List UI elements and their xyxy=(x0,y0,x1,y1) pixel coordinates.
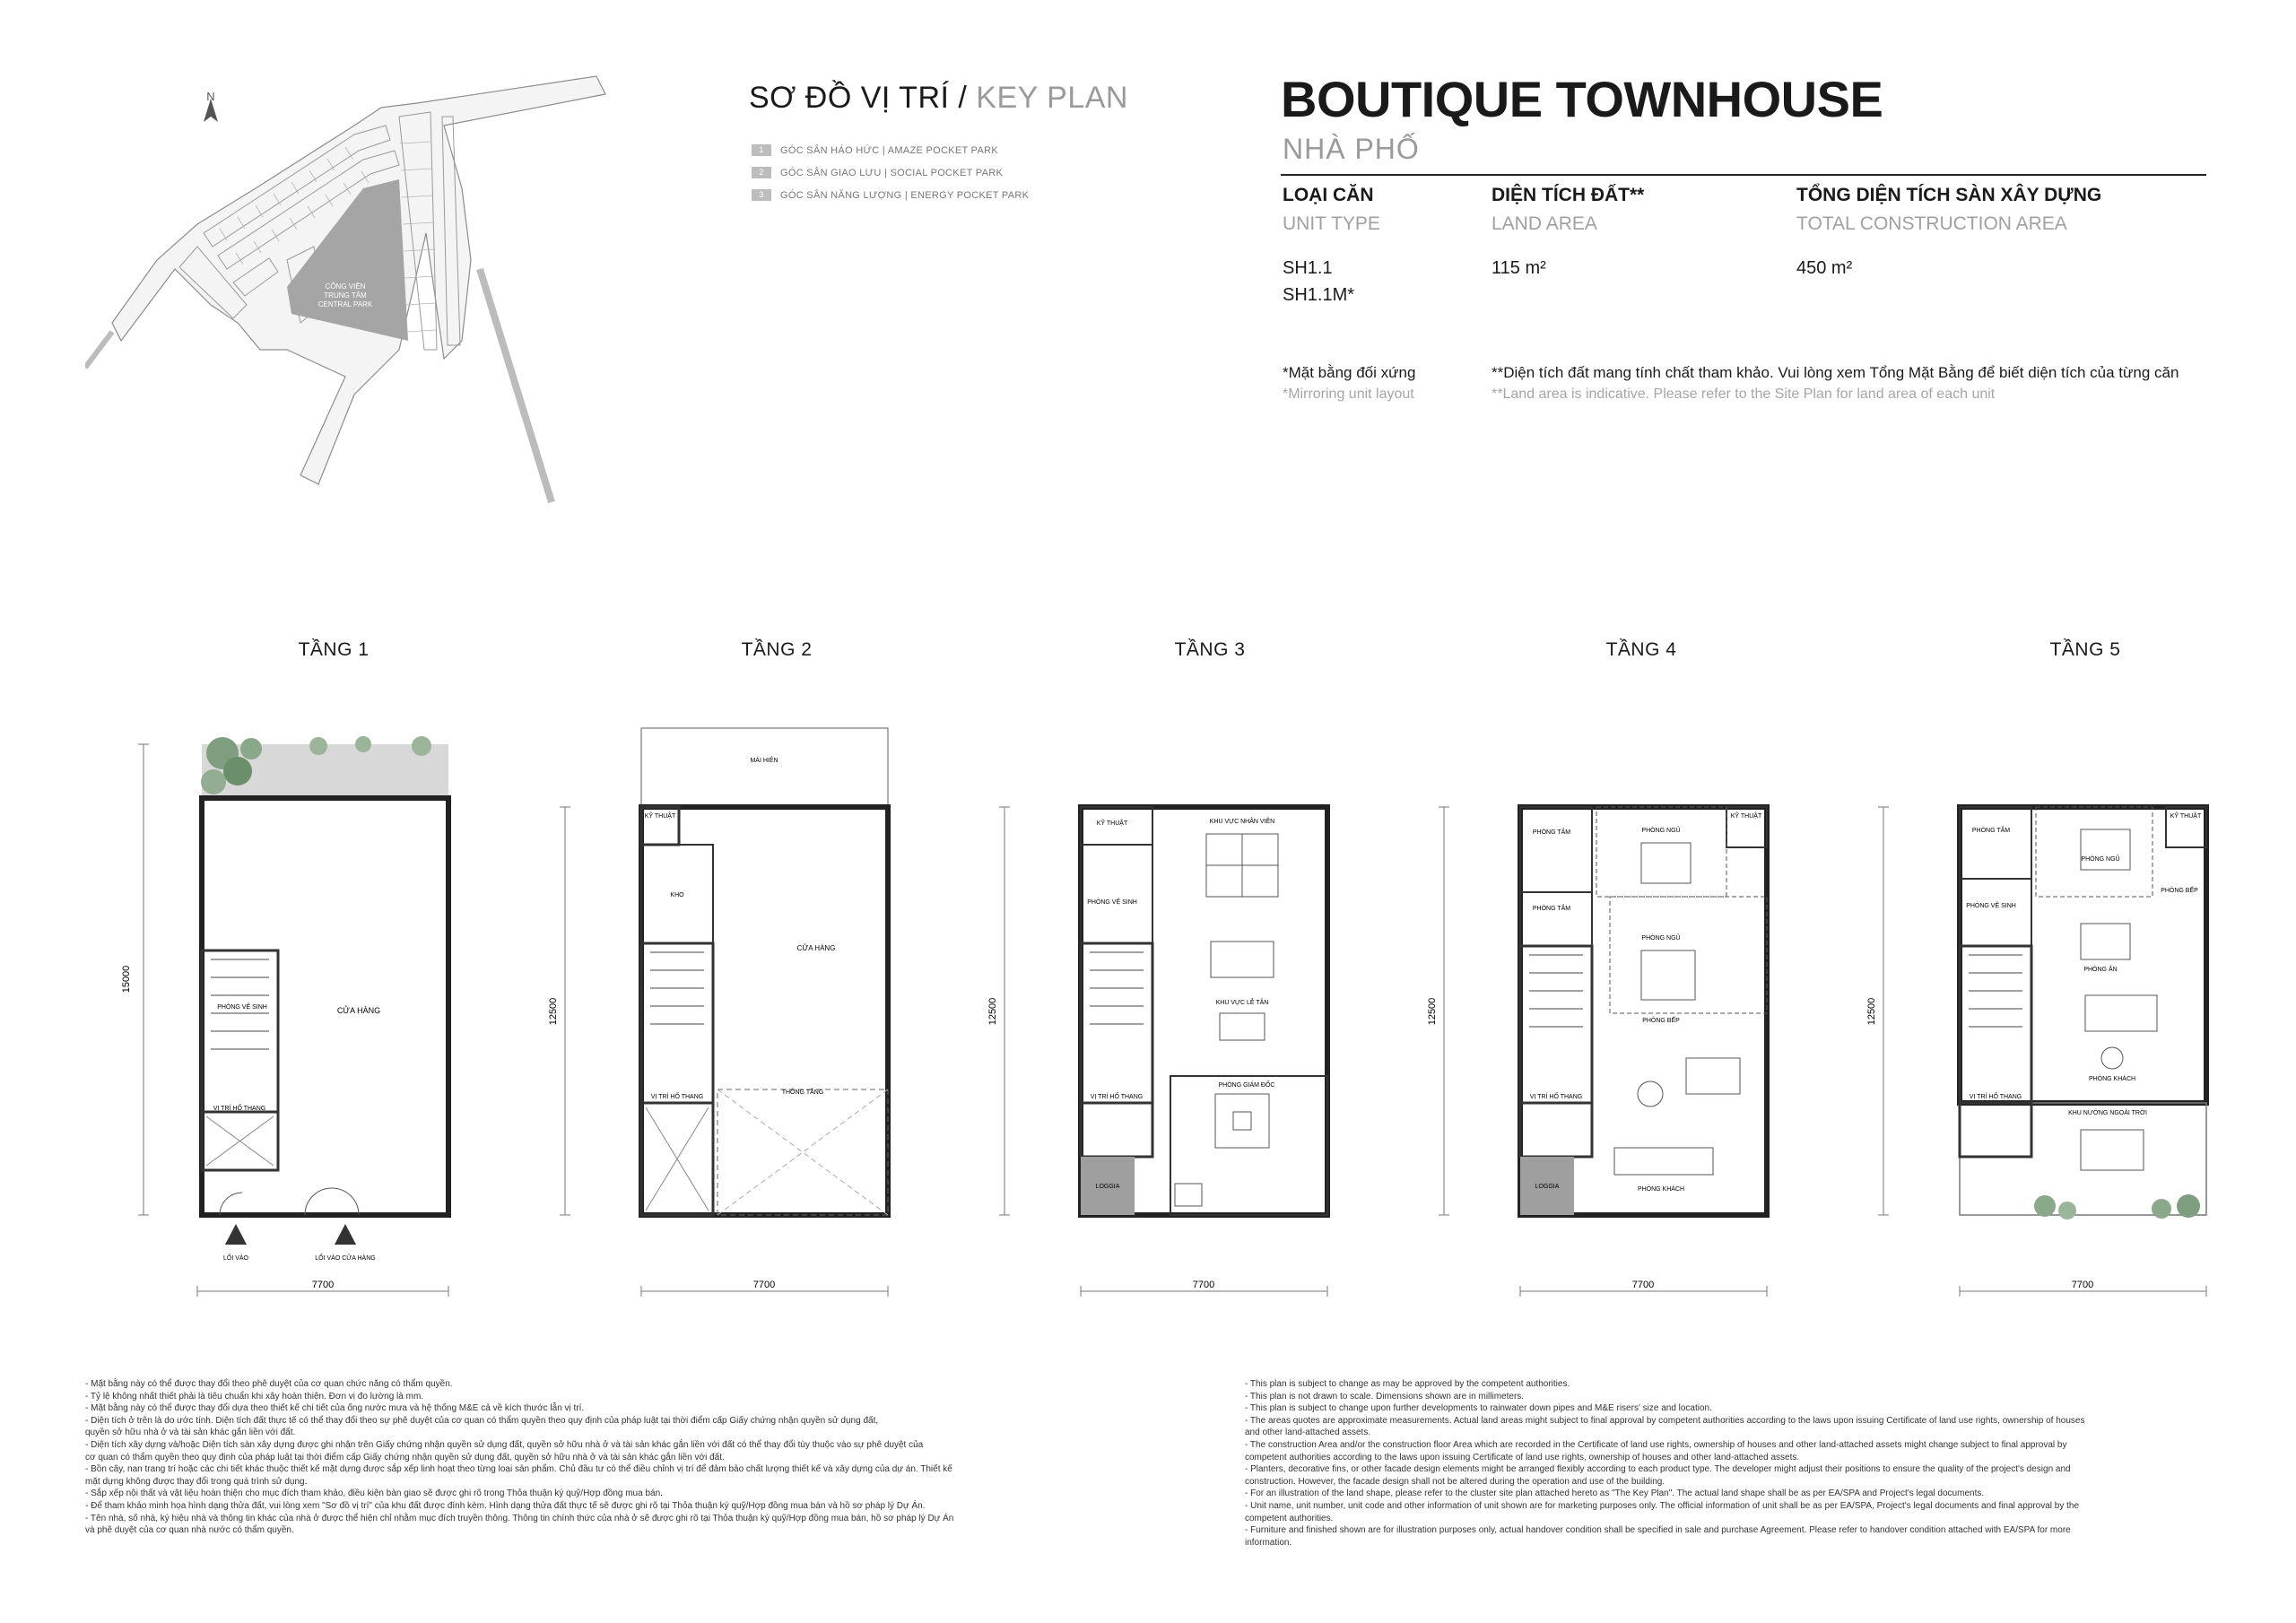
legend-number: 1 xyxy=(752,144,771,156)
height-dimension: 12500 xyxy=(1427,997,1438,1026)
room-label: KỸ THUẬT xyxy=(2170,813,2202,820)
room-label: LOGGIA xyxy=(1095,1184,1120,1190)
note-line: competent authorities. xyxy=(1245,1513,1334,1523)
note-line: - Bồn cây, nan trang trí hoặc các chi tiết khác thuộc thiết kế mặt dựng được sắp xếp linh hoạt theo từng loại sản phẩm. Chủ đầu tư có thể điều chỉnh vị trí để đảm bảo chất lượng thiết kế và xây dựng của dự án. Thiết kế xyxy=(85,1464,952,1475)
entry-label: LỐI VÀO CỬA HÀNG xyxy=(315,1255,376,1262)
legend-label: GÓC SÂN GIAO LƯU | SOCIAL POCKET PARK xyxy=(780,167,1004,178)
room-label: PHÒNG KHÁCH xyxy=(1637,1186,1685,1193)
land-area-heading-en: LAND AREA xyxy=(1492,213,1597,234)
tree-icon xyxy=(2034,1194,2200,1219)
room-label: PHÒNG VỆ SINH xyxy=(1087,899,1137,906)
note-line: - The areas quotes are approximate measurements. Actual land areas might subject to final approval by competent authorities according to the laws upon issuing Certificate of land use rights, ownership of houses xyxy=(1245,1415,2085,1426)
room-label: VỊ TRÍ HỐ THANG xyxy=(1090,1094,1144,1100)
room-label: VỊ TRÍ HỐ THANG xyxy=(1529,1094,1583,1100)
total-area-value: 450 m² xyxy=(1796,258,1853,278)
note-line: - Unit name, unit number, unit code and other information of unit shown are for marketing purposes only. The official information of unit shall be as per EA/SPA, Project's legal documents and final approval by the xyxy=(1245,1500,2080,1511)
floor-plan-1 xyxy=(108,717,466,1327)
room-label: PHÒNG VỆ SINH xyxy=(1966,903,2016,909)
note-line: - Tỷ lệ không nhất thiết phải là tiêu chuẩn khi xây hoàn thiện. Đơn vị đo lường là mm. xyxy=(85,1391,424,1402)
notes-english xyxy=(1245,1378,2296,1549)
room-label: PHÒNG ĂN xyxy=(2083,967,2118,973)
unit-type-value: SH1.1 xyxy=(1283,258,1333,278)
note-line: mặt dựng không được thay đổi trong quá trình sử dụng. xyxy=(85,1476,308,1487)
room-label: VỊ TRÍ HỐ THANG xyxy=(650,1094,704,1100)
room-label: KỸ THUẬT xyxy=(1096,820,1128,827)
room-label: KHU VỰC NHÂN VIÊN xyxy=(1209,819,1275,825)
room-label: VỊ TRÍ HỐ THANG xyxy=(213,1106,266,1112)
height-dimension: 12500 xyxy=(548,997,559,1026)
note-line: construction. However, the facade design shall not be altered during the operation and use of the building. xyxy=(1245,1476,1665,1487)
legend-number: 3 xyxy=(752,189,771,201)
note-line: - This plan is not drawn to scale. Dimensions shown are in millimeters. xyxy=(1245,1391,1525,1402)
park-label: CÔNG VIÊN xyxy=(325,282,366,291)
room-label: PHÒNG GIÁM ĐỐC xyxy=(1218,1082,1275,1089)
room-label: KỸ THUẬT xyxy=(1730,813,1762,820)
park-label: TRUNG TÂM xyxy=(324,291,367,299)
floor-label-2: TẦNG 2 xyxy=(741,639,813,660)
land-note-en: **Land area is indicative. Please refer to the Site Plan for land area of each unit xyxy=(1492,386,1996,402)
room-label: PHÒNG NGỦ xyxy=(2081,856,2120,863)
room-label: KHU VỰC LỄ TÂN xyxy=(1215,1000,1269,1006)
north-arrow-icon xyxy=(204,90,218,122)
note-line: - Diện tích xây dựng và/hoặc Diện tích sàn xây dựng được ghi nhận trên Giấy chứng nhận quyền sử dụng đất, quyền sở hữu nhà ở và tài sản khác gắn liền với đất có thể thay đổi tùy thuộc vào sự phê duyệt của xyxy=(85,1439,924,1450)
room-label: VỊ TRÍ HỐ THANG xyxy=(1969,1094,2022,1100)
width-dimension: 7700 xyxy=(1631,1280,1655,1290)
note-line: và phê duyệt của cơ quan nhà nước có thẩm quyền. xyxy=(85,1525,294,1536)
total-area-heading-en: TOTAL CONSTRUCTION AREA xyxy=(1796,213,2067,234)
note-line: competent authorities according to the laws upon issuing Certificate of land use rights, ownership of houses and other land-attached assets. xyxy=(1245,1452,1800,1462)
note-line: - Để tham khảo minh họa hình dạng thửa đất, vui lòng xem "Sơ đồ vị trí" của khu đất được đính kèm. Hình dạng thửa đất thực tế sẽ được ghi rõ tại Thỏa thuận ký quỹ/Hợp đồng mua bán và hồ sơ pháp lý Dự Án. xyxy=(85,1500,926,1511)
room-label: PHÒNG BẾP xyxy=(2161,888,2198,894)
unit-type-values xyxy=(1283,255,1354,308)
entry-arrow-icon xyxy=(335,1224,356,1245)
room-label: KỸ THUẬT xyxy=(644,813,676,820)
room-label: KHO xyxy=(670,892,684,898)
floor-plan-4 xyxy=(1426,717,1785,1327)
key-plan-title-en: KEY PLAN xyxy=(976,81,1128,115)
key-plan-legend xyxy=(752,139,1029,206)
note-line: - Tên nhà, số nhà, ký hiệu nhà và thông tin khác của nhà ở được thể hiện chỉ nhằm mục đích truyền thông. Thông tin chính thức của nhà ở sẽ được ghi rõ tại Thỏa thuận ký quỹ/Hợp đồng mua bán, hồ sơ pháp lý Dự Án xyxy=(85,1513,954,1523)
legend-item xyxy=(752,184,1029,206)
width-dimension: 7700 xyxy=(311,1280,335,1290)
note-line: - This plan is subject to change upon further developments to rainwater down pipes and M&E risers' size and location. xyxy=(1245,1403,1712,1414)
height-dimension: 12500 xyxy=(987,997,998,1026)
floor-label-3: TẦNG 3 xyxy=(1174,639,1246,660)
room-label: PHÒNG NGỦ xyxy=(1641,828,1681,834)
width-dimension: 7700 xyxy=(2071,1280,2094,1290)
north-label: N xyxy=(206,90,215,103)
note-line: - Planters, decorative fins, or other facade design elements might be arranged flexibly according to each product type. The developer might adjust their positions to ensure the quality of the project's design and xyxy=(1245,1464,2071,1475)
floor-plan-3 xyxy=(987,717,1345,1327)
note-line: - This plan is subject to change as may be approved by the competent authorities. xyxy=(1245,1379,1570,1389)
land-area-value: 115 m² xyxy=(1492,258,1546,278)
note-line: information. xyxy=(1245,1537,1292,1548)
unit-type-value: SH1.1M* xyxy=(1283,285,1355,305)
key-plan-title xyxy=(749,81,1128,116)
unit-type-heading: LOẠI CĂN xyxy=(1283,185,1374,205)
room-label: PHÒNG KHÁCH xyxy=(2088,1076,2136,1082)
floor-plan-2 xyxy=(547,717,906,1327)
unit-type-heading-en: UNIT TYPE xyxy=(1283,213,1380,234)
room-label: LOGGIA xyxy=(1535,1184,1560,1190)
page-title: BOUTIQUE TOWNHOUSE xyxy=(1281,71,1883,127)
notes-vietnamese xyxy=(85,1378,1144,1537)
note-line: - Sắp xếp nội thất và vật liệu hoàn thiện cho mục đích tham khảo, điều kiện bàn giao sẽ được ghi rõ trong Thỏa thuận ký quỹ/Hợp đồng mua bán. xyxy=(85,1488,663,1499)
room-label: PHÒNG VỆ SINH xyxy=(217,1004,267,1011)
room-label: PHÒNG TẮM xyxy=(1971,828,2011,834)
note-line: and other land-attached assets. xyxy=(1245,1428,1371,1438)
page-subtitle: NHÀ PHỐ xyxy=(1283,133,1420,165)
width-dimension: 7700 xyxy=(1192,1280,1215,1290)
room-label: PHÒNG TẮM xyxy=(1532,829,1571,836)
note-line: - For an illustration of the land shape, please refer to the cluster site plan attached hereto as "The Key Plan". The actual land shape shall be as per EA/SPA and Project's legal documents. xyxy=(1245,1488,1985,1499)
note-line: - Furniture and finished shown are for illustration purposes only, actual handover condition shall be specified in sale and purchase Agreement. Please refer to handover condition attached with EA/SPA for more xyxy=(1245,1525,2071,1536)
mirror-note-en: *Mirroring unit layout xyxy=(1283,386,1414,402)
height-dimension: 12500 xyxy=(1866,997,1877,1026)
floor-label-5: TẦNG 5 xyxy=(2049,639,2121,660)
note-line: - Mặt bằng này có thể được thay đổi dựa theo thiết kế chi tiết của ống nước mưa và hệ thống M&E cả về kích thước lẫn vị trí. xyxy=(85,1403,585,1414)
header-divider xyxy=(1281,174,2206,176)
room-label: PHÒNG TẮM xyxy=(1532,906,1571,912)
room-label: KHU NƯỚNG NGOÀI TRỜI xyxy=(2068,1110,2147,1116)
floor-label-4: TẦNG 4 xyxy=(1605,639,1677,660)
entry-label: LỐI VÀO xyxy=(222,1255,249,1262)
note-line: - The construction Area and/or the construction floor Area which are recorded in the Certificate of land use rights, ownership of houses and other land-attached assets might change subject to final approval by xyxy=(1245,1439,2067,1450)
floor-label-1: TẦNG 1 xyxy=(298,639,370,660)
room-label: MÁI HIÊN xyxy=(750,758,778,764)
park-label: CENTRAL PARK xyxy=(317,300,373,308)
height-dimension: 15000 xyxy=(121,965,132,994)
room-label: THÔNG TẦNG xyxy=(781,1089,824,1096)
floor-plan-5 xyxy=(1866,717,2224,1327)
room-label: PHÒNG BẾP xyxy=(1642,1018,1680,1024)
land-note: **Diện tích đất mang tính chất tham khảo. Vui lòng xem Tổng Mặt Bằng để biết diện tích của từng căn xyxy=(1492,364,2179,381)
room-label: CỬA HÀNG xyxy=(796,944,836,952)
mirror-note: *Mặt bằng đối xứng xyxy=(1283,364,1416,381)
note-line: quyền sở hữu nhà ở và tài sản khác gắn liền với đất. xyxy=(85,1428,296,1438)
legend-number: 2 xyxy=(752,167,771,178)
note-line: - Diện tích ở trên là do ước tính. Diện tích đất thực tế có thể thay đổi theo sự phê duyệt của cơ quan có thẩm quyền theo quy định của pháp luật tại thời điểm cấp Giấy chứng nhận quyền sử dụng đất, xyxy=(85,1415,879,1426)
room-label: PHÒNG NGỦ xyxy=(1641,935,1681,942)
key-plan-title-vi: SƠ ĐỒ VỊ TRÍ / xyxy=(749,81,977,115)
note-line: cơ quan có thẩm quyền theo quy định của pháp luật tại thời điểm cấp Giấy chứng nhận quyền sử dụng đất, quyền sở hữu nhà ở và tài sản khác gắn liền với đất. xyxy=(85,1452,725,1462)
legend-label: GÓC SÂN NĂNG LƯỢNG | ENERGY POCKET PARK xyxy=(780,189,1030,201)
site-map xyxy=(85,54,695,520)
width-dimension: 7700 xyxy=(752,1280,776,1290)
entry-arrow-icon xyxy=(225,1224,247,1245)
total-area-heading: TỔNG DIỆN TÍCH SÀN XÂY DỰNG xyxy=(1796,185,2102,205)
legend-item xyxy=(752,139,1029,161)
legend-label: GÓC SÂN HÁO HỨC | AMAZE POCKET PARK xyxy=(780,144,998,156)
legend-item xyxy=(752,161,1029,184)
land-area-heading: DIỆN TÍCH ĐẤT** xyxy=(1492,185,1645,205)
room-label: CỬA HÀNG xyxy=(336,1006,381,1015)
note-line: - Mặt bằng này có thể được thay đổi theo phê duyệt của cơ quan chức năng có thẩm quyền. xyxy=(85,1379,453,1389)
